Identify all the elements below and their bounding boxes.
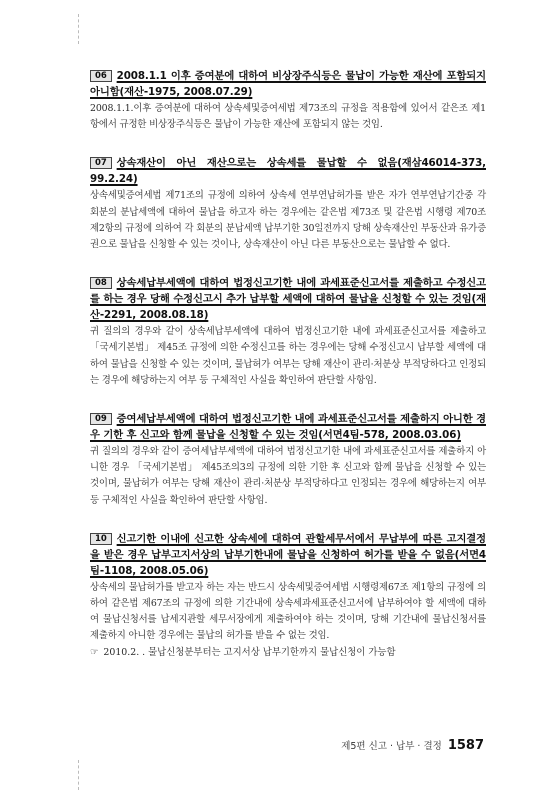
ruling-entry-08 <box>90 275 486 389</box>
ruling-body: 상속세및증여세법 제71조의 규정에 의하여 상속세 연부연납허가를 받은 자가 연부연납기간중 각 회분의 분납세액에 대하여 물납을 하고자 하는 경우에는 같은법 제73조 및 같은법 시행령 제70조 제2항의 규정에 의하여 각 회분의 분납세액 납부기한 30일전까지 당해 상속재산인 부동산과 유가증권으로 물납을 신청할 수 있는 것이나, 상속재산이 아닌 다른 부동산으로는 물납할 수 없다. <box>90 190 486 251</box>
ruling-note <box>90 645 486 661</box>
ruling-number-badge: 06 <box>90 70 112 82</box>
page-edge-mark-top <box>78 14 80 44</box>
page-edge-mark-bottom <box>78 760 80 790</box>
ruling-heading <box>90 155 486 187</box>
ruling-body: 귀 질의의 경우와 같이 상속세납부세액에 대하여 법정신고기한 내에 과세표준신고서를 제출하고 「국세기본법」 제45조 규정에 의한 수정신고를 하는 경우에는 당해 수정신고시 납부할 세액에 대하여 물납을 신청할 수 있는 것이며, 물납허가 여부는 당해 재산이 관리·처분상 부적당하다고 인정되는 경우에 해당하는지 여부 등 구체적인 사실을 확인하여 판단할 사항임. <box>90 326 486 386</box>
ruling-number-badge: 10 <box>90 533 112 545</box>
footer-section-title: 제5편 신고 · 납부 · 결정 <box>341 741 442 752</box>
ruling-body: 2008.1.1.이후 증여분에 대하여 상속세및증여세법 제73조의 규정을 적용함에 있어서 같은조 제1항에서 규정한 비상장주식등은 물납이 가능한 재산에 포함되지 않는 것임. <box>90 103 486 131</box>
ruling-body: 귀 질의의 경우와 같이 증여세납부세액에 대하여 법정신고기한 내에 과세표준신고서를 제출하지 아니한 경우 「국세기본법」 제45조의3의 규정에 의한 기한 후 신고와 함께 물납을 신청할 수 있는 것이며, 물납허가 여부는 당해 재산이 관리·처분상 부적당하다고 인정되는 경우에 해당하는지 여부 등 구체적인 사실을 확인하여 판단할 사항임. <box>90 446 486 506</box>
ruling-heading <box>90 68 486 100</box>
ruling-heading-text: 신고기한 이내에 신고한 상속세에 대하여 관할세무서에서 무납부에 따른 고지결정을 받은 경우 납부고지서상의 납부기한내에 물납을 신청하여 허가를 받을 수 없음(서면4팀-1108, 2008.05.06) <box>90 532 486 577</box>
ruling-entry-10 <box>90 531 486 661</box>
page-footer <box>341 738 484 753</box>
ruling-number-badge: 08 <box>90 277 112 289</box>
page-number: 1587 <box>447 738 484 753</box>
ruling-heading-text: 증여세납부세액에 대하여 법정신고기한 내에 과세표준신고서를 제출하지 아니한 경우 기한 후 신고와 함께 물납을 신청할 수 있는 것임(서면4팀-578, 2008.03.06) <box>90 413 486 442</box>
ruling-entry-09 <box>90 411 486 509</box>
ruling-heading-text: 상속세납부세액에 대하여 법정신고기한 내에 과세표준신고서를 제출하고 수정신고를 하는 경우 당해 수정신고시 추가 납부할 세액에 대하여 물납을 신청할 수 있는 것임(재산-2291, 2008.08.18) <box>90 277 486 322</box>
ruling-entry-07 <box>90 155 486 253</box>
pointing-hand-icon: ☞ <box>90 646 99 658</box>
ruling-number-badge: 07 <box>90 157 112 169</box>
ruling-body: 상속세의 물납허가를 받고자 하는 자는 반드시 상속세및증여세법 시행령제67조 제1항의 규정에 의하여 같은법 제67조의 규정에 의한 기간내에 상속세과세표준신고서에 납부하여야 할 세액에 대하여 물납신청서를 납세지관할 세무서장에게 제출하여야 하는 것이며, 당해 기간내에 물납신청서를 제출하지 아니한 경우에는 물납의 허가를 받을 수 없는 것임. <box>90 581 486 642</box>
page-content <box>90 68 486 683</box>
ruling-note-text: 2010.2. . 물납신청분부터는 고지서상 납부기한까지 물납신청이 가능함 <box>103 646 396 658</box>
ruling-heading <box>90 531 486 579</box>
ruling-number-badge: 09 <box>90 413 112 425</box>
ruling-heading-text: 상속재산이 아닌 재산으로는 상속세를 물납할 수 없음(재삼46014-373, 99.2.24) <box>90 157 486 186</box>
ruling-entry-06 <box>90 68 486 133</box>
ruling-heading <box>90 275 486 323</box>
ruling-heading <box>90 411 486 443</box>
ruling-heading-text: 2008.1.1 이후 증여분에 대하여 비상장주식등은 물납이 가능한 재산에 포함되지 아니함(재산-1975, 2008.07.29) <box>90 70 486 98</box>
